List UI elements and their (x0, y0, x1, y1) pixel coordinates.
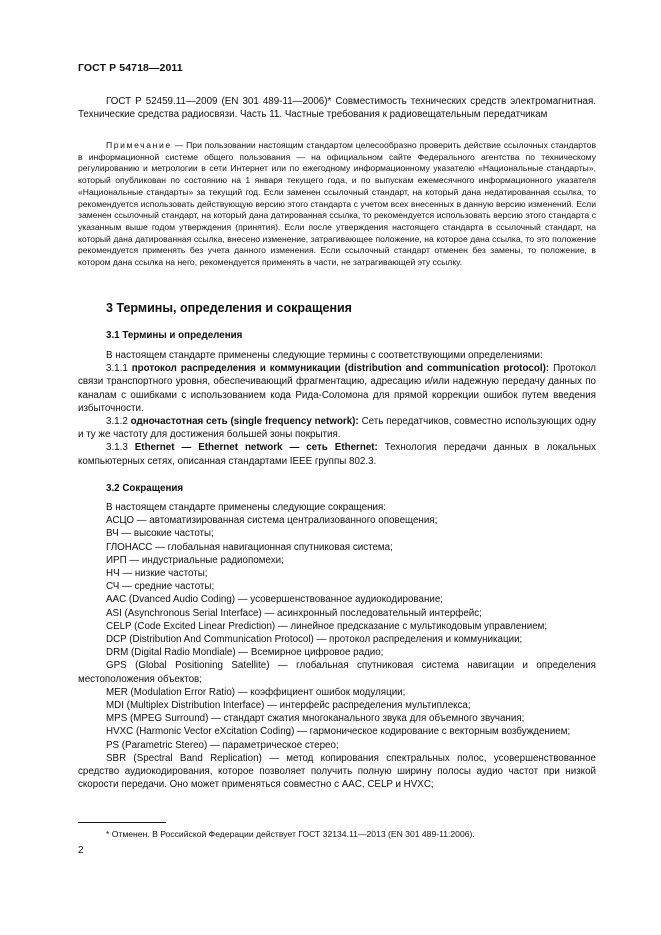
term-definition: Протокол связи транспортного уровня, обеспечивающий фрагментацию, адресацию и/или надежную передачу данных по каналам с ошибками с использованием кода Рида-Соломона для прямой коррекции ошибок путем введения избыточности. (78, 363, 596, 414)
footnote: * Отменен. В Российской Федерации действует ГОСТ 32134.11—2013 (EN 301 489-11:2006). (106, 829, 475, 839)
abbreviation-item: ГЛОНАСС — глобальная навигационная спутниковая система; (106, 541, 393, 553)
term-number: 3.1.3 (106, 442, 128, 454)
abbreviation-item: DRM (Digital Radio Mondiale) — Всемирное цифровое радио; (106, 647, 384, 659)
subsection-title-terms: 3.1 Термины и определения (106, 330, 243, 341)
abbreviation-item: AAC (Dvanced Audio Coding) — усовершенствованное аудиокодирование; (106, 594, 444, 606)
terms-intro: В настоящем стандарте применены следующие термины с соответствующими определениями: (106, 350, 543, 361)
abbreviation-item: SBR (Spectral Band Replication) — метод копирования спектральных полос, усовершенствованное средство аудиокодирования, которое позволяет получить полную ширину полосы аудио частот при низкой скорости передачи. Оно может применяться совместно с AAC, CELP и HVXC; (78, 752, 596, 791)
term-name: Ethernet — Ethernet network — сеть Ethernet: (134, 442, 378, 454)
term-number: 3.1.2 (106, 416, 128, 428)
note-label: Примечание (106, 140, 172, 150)
abbreviations-block (78, 501, 596, 791)
abbreviation-item: MPS (MPEG Surround) — стандарт сжатия многоканального звука для объемного звучания; (106, 713, 525, 725)
document-header: ГОСТ Р 54718—2011 (78, 62, 183, 74)
abbreviation-item: CELP (Code Excited Linear Prediction) — линейное предсказание с мультикодовым управлением; (106, 620, 548, 632)
abbreviation-item: ASI (Asynchronous Serial Interface) — асинхронный последовательный интерфейс; (106, 607, 482, 619)
abbreviation-item: DCP (Distribution And Communication Protocol) — протокол распределения и коммуникации; (106, 634, 523, 646)
term-entry (78, 415, 596, 441)
abbreviation-item: MDI (Multiplex Distribution Interface) — интерфейс распределения мультиплекса; (106, 700, 471, 712)
note-text: — При пользовании настоящим стандартом целесообразно проверить действие ссылочных стандартов в информационной системе общего пользования — на официальном сайте Федерального агентства по техническому регулированию и метрологии в сети Интернет или по ежегодному информационному указателю «Национальные стандарты», который опубликован по состоянию на 1 января текущего года, и по выпускам ежемесячного информационного указателя «Национальные стандарты» за текущий год. Если заменен ссылочный стандарт, на который дана недатированная ссылка, то рекомендуется использовать действующую версию этого стандарта с учетом всех внесенных в данную версию изменений. Если заменен ссылочный стандарт, на который дана датированная ссылка, то рекомендуется использовать версию этого стандарта с указанным выше годом утверждения (принятия). Если после утверждения настоящего стандарта в ссылочный стандарт, на который дана датированная ссылка, внесено изменение, затрагивающее положение, на которое дана ссылка, то это положение рекомендуется применять без учета данного изменения. Если ссылочный стандарт отменен без замены, то положение, в котором дана ссылка на него, рекомендуется применять в части, не затрагивающей эту ссылку. (78, 140, 597, 268)
abbreviations-intro: В настоящем стандарте применены следующие сокращения: (106, 502, 386, 513)
note-block (78, 140, 596, 269)
abbreviation-item: НЧ — низкие частоты; (106, 568, 208, 580)
abbreviation-item: PS (Parametric Stereo) — параметрическое стерео; (106, 739, 339, 751)
abbreviation-item: ВЧ — высокие частоты; (106, 528, 214, 540)
terms-block (78, 349, 596, 468)
abbreviation-item: GPS (Global Positioning Satellite) — глобальная спутниковая система навигации и определения местоположения объектов; (78, 660, 596, 685)
term-number: 3.1.1 (106, 363, 128, 375)
page-number: 2 (78, 845, 84, 856)
term-name: одночастотная сеть (single frequency network): (130, 416, 359, 428)
reference-text: ГОСТ Р 52459.11—2009 (EN 301 489-11—2006)* Совместимость технических средств электромагнитная. Технические средства радиосвязи. Часть 11. Частные требования к радиовещательным передатчикам (78, 96, 596, 121)
footnote-separator (78, 822, 166, 823)
abbreviation-item: СЧ — средние частоты; (106, 581, 215, 593)
term-definition: Технология передачи данных в локальных компьютерных сетях, описанная стандартами IEEE группы 802.3. (78, 442, 596, 467)
abbreviation-item: HVXC (Harmonic Vector eXcitation Coding) — гармоническое кодирование с векторным возбуждением; (106, 726, 571, 738)
term-entry (78, 441, 596, 467)
term-definition: Сеть передатчиков, совместно использующих одну и ту же частоту для достижения большей зоны покрытия. (78, 416, 596, 441)
term-entry (78, 362, 596, 415)
subsection-title-abbreviations: 3.2 Сокращения (106, 483, 184, 494)
abbreviation-item: MER (Modulation Error Ratio) — коэффициент ошибок модуляции; (106, 686, 406, 698)
term-name: протокол распределения и коммуникации (distribution and communication protocol): (131, 363, 550, 375)
abbreviation-item: АСЦО — автоматизированная система централизованного оповещения; (106, 515, 438, 527)
abbreviation-item: ИРП — индустриальные радиопомехи; (106, 554, 284, 566)
reference-paragraph (78, 95, 596, 121)
section-title: 3 Термины, определения и сокращения (106, 301, 352, 315)
